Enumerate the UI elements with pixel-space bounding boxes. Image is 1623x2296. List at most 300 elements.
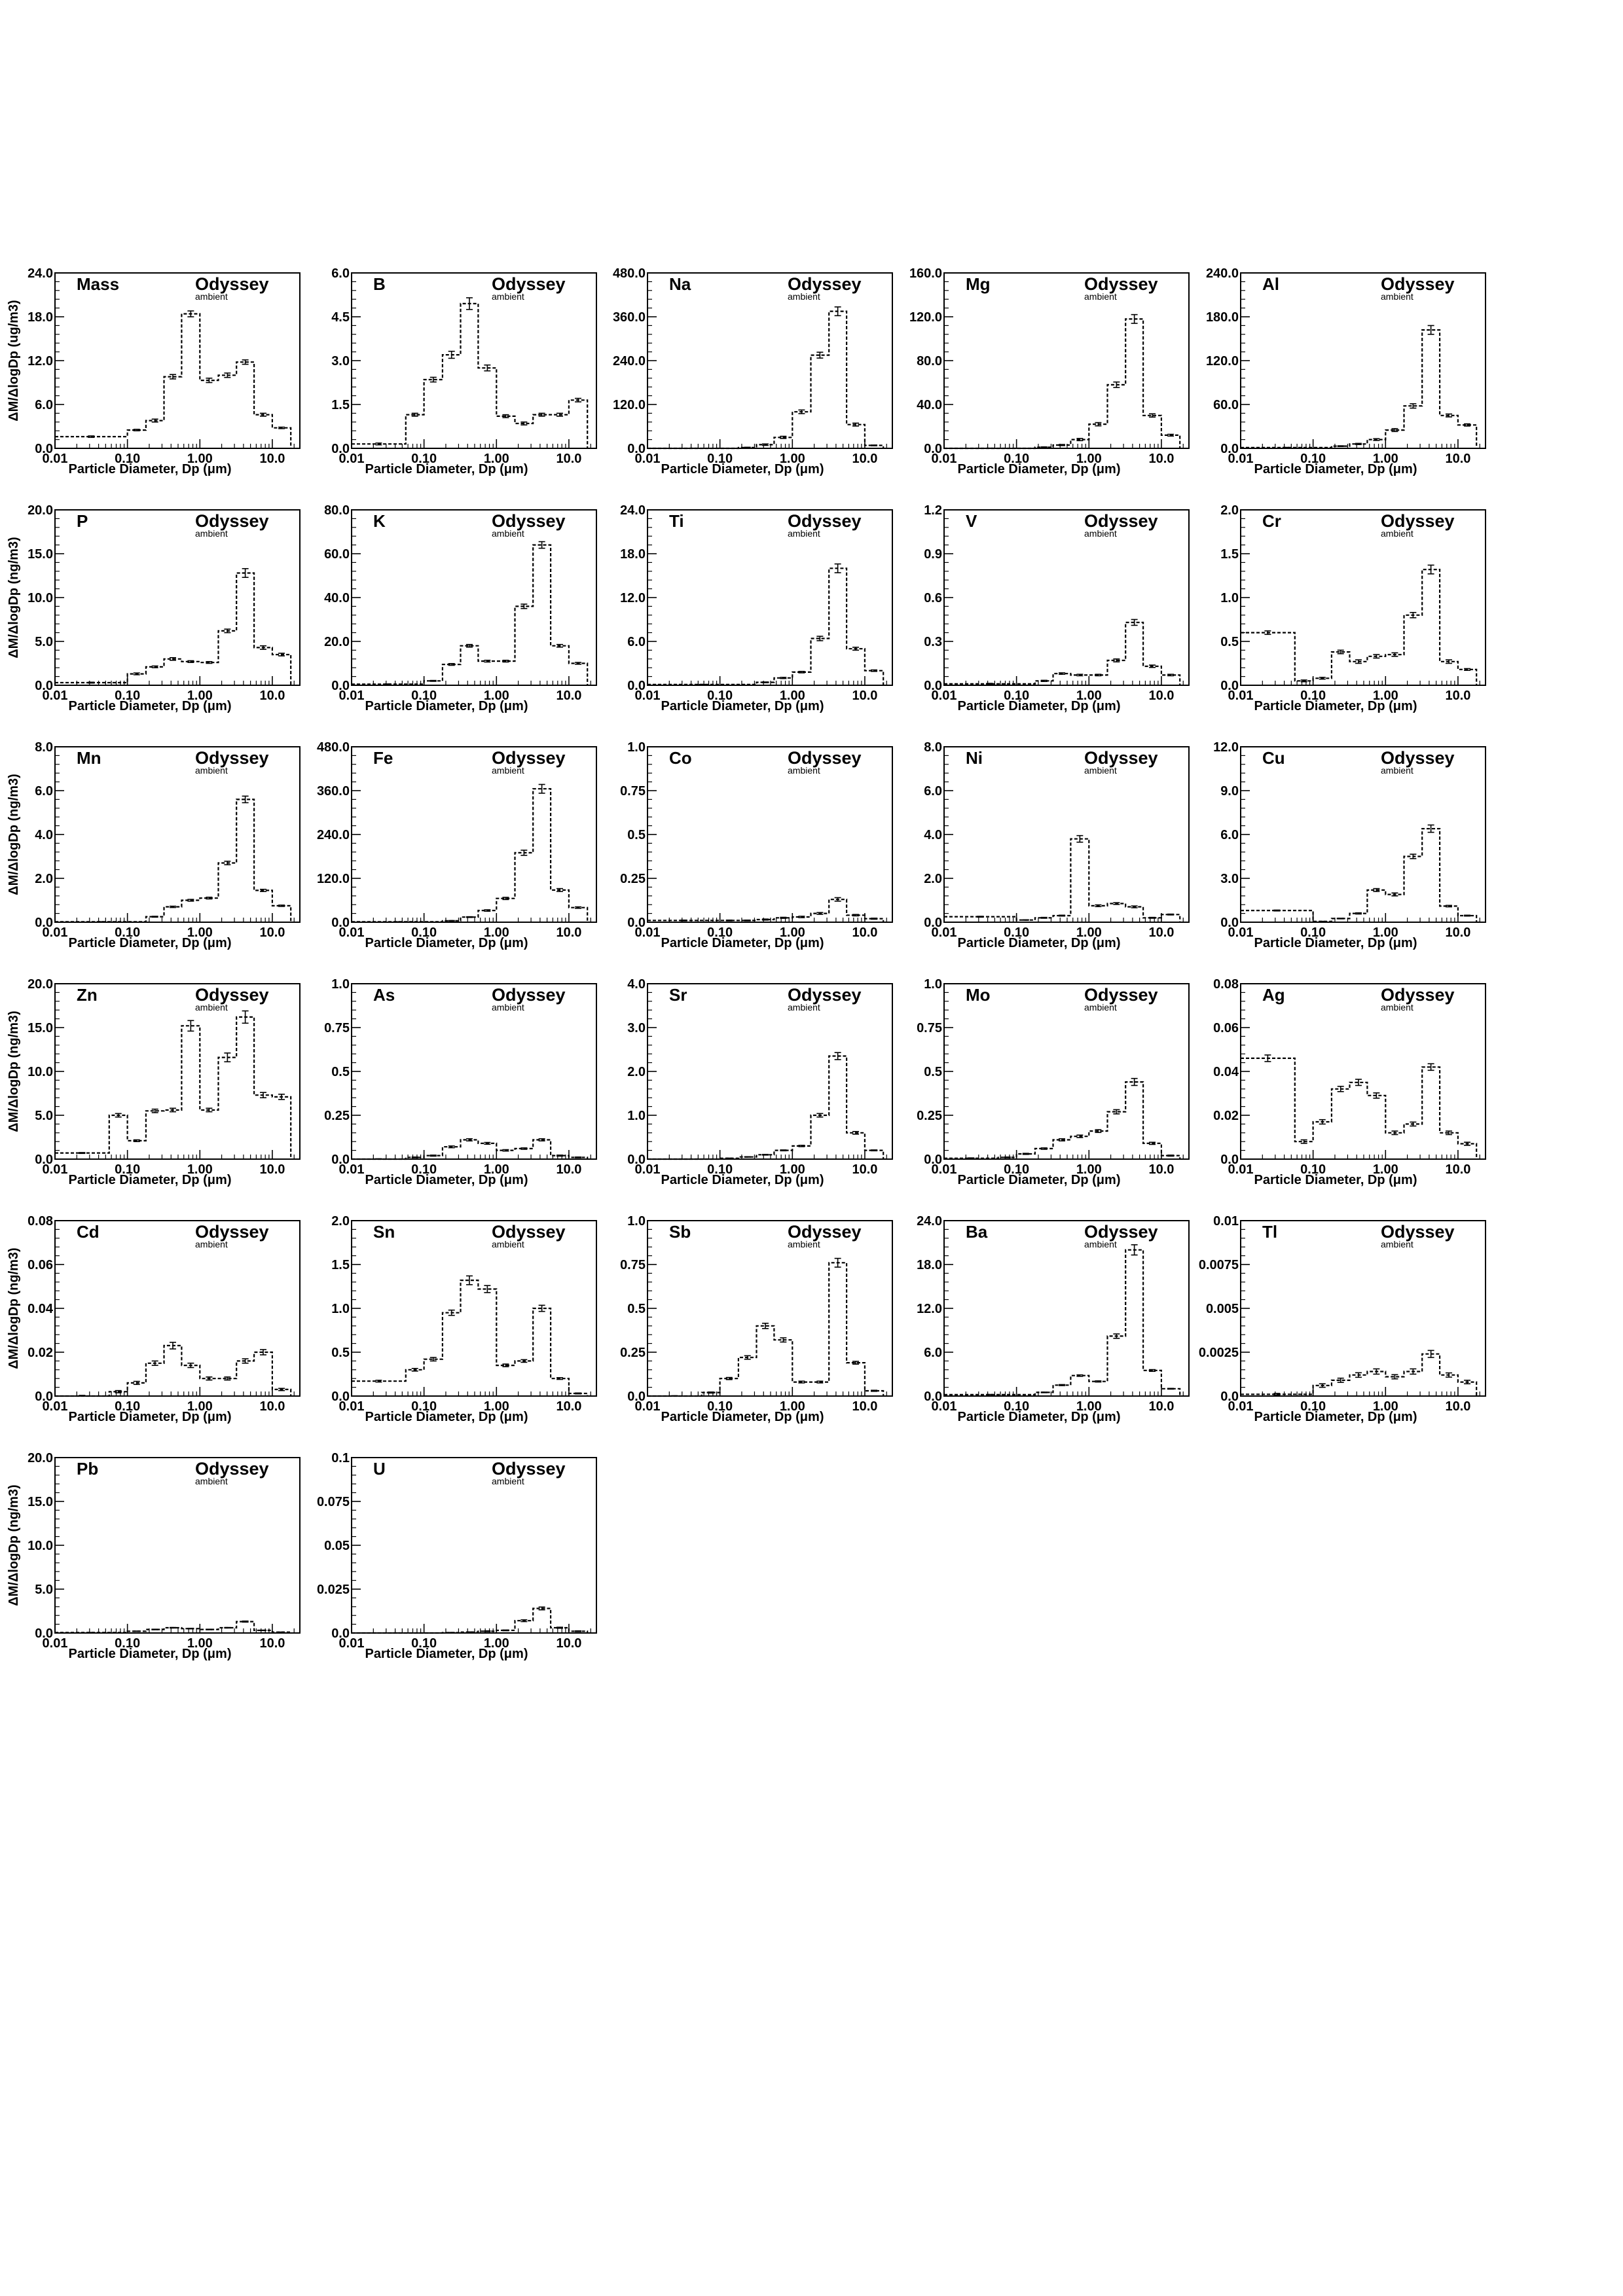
histogram-series (1241, 829, 1476, 922)
y-tick-label: 18.0 (620, 547, 646, 562)
error-bar (575, 1631, 581, 1632)
x-tick-label: 1.00 (187, 1636, 213, 1651)
error-bar (1113, 903, 1120, 905)
error-bar (260, 646, 266, 649)
y-tick-label: 20.0 (324, 635, 350, 649)
error-bar (1113, 1334, 1120, 1338)
error-bar (152, 1629, 158, 1630)
x-tick-label: 0.01 (634, 452, 661, 466)
y-tick-label: 8.0 (35, 740, 53, 755)
y-tick-label: 0.01 (1213, 1214, 1239, 1229)
element-name: Sn (373, 1222, 395, 1242)
x-axis-label: Particle Diameter, Dp (μm) (365, 1647, 528, 1661)
site-name: Odyssey (1084, 274, 1158, 294)
site-name: Odyssey (492, 1222, 566, 1242)
y-tick-label: 1.0 (627, 1214, 646, 1229)
x-tick-label: 0.01 (931, 1162, 957, 1177)
y-tick-label: 20.0 (27, 1451, 53, 1465)
condition-label: ambient (195, 291, 228, 302)
y-tick-label: 120.0 (316, 872, 350, 886)
y-tick-label: 2.0 (35, 872, 53, 886)
y-tick-label: 0.0 (331, 442, 350, 456)
panel-pb (7, 1451, 300, 1661)
error-bar (852, 647, 859, 650)
x-tick-label: 0.10 (411, 1399, 437, 1414)
x-axis-label: Particle Diameter, Dp (μm) (1254, 699, 1417, 713)
y-tick-label: 1.5 (331, 398, 350, 412)
element-name: Ni (966, 748, 983, 768)
y-tick-label: 4.5 (331, 310, 350, 325)
x-axis-label: Particle Diameter, Dp (μm) (661, 936, 824, 950)
y-tick-label: 0.0 (924, 1153, 942, 1167)
condition-label: ambient (492, 1239, 524, 1249)
x-axis-label: Particle Diameter, Dp (μm) (1254, 462, 1417, 476)
y-tick-label: 0.25 (620, 1346, 646, 1360)
x-tick-label: 10.0 (556, 689, 582, 703)
error-bar (575, 907, 581, 908)
x-tick-label: 10.0 (852, 925, 878, 940)
x-tick-label: 0.01 (1228, 689, 1254, 703)
site-name: Odyssey (1381, 985, 1455, 1005)
error-bar (412, 1157, 418, 1158)
y-tick-label: 0.0 (331, 679, 350, 693)
y-tick-label: 0.0 (627, 916, 646, 930)
panel-mn (7, 740, 300, 950)
site-name: Odyssey (492, 985, 566, 1005)
condition-label: ambient (1084, 1239, 1117, 1249)
x-tick-label: 0.01 (634, 1162, 661, 1177)
y-tick-label: 6.0 (627, 635, 646, 649)
error-bar (170, 906, 176, 908)
x-tick-label: 1.00 (1372, 1399, 1398, 1414)
site-name: Odyssey (788, 274, 862, 294)
y-axis-label: ΔM/ΔlogDp (ng/m3) (7, 537, 21, 658)
x-tick-label: 0.10 (1004, 1399, 1030, 1414)
x-axis-label: Particle Diameter, Dp (μm) (365, 699, 528, 713)
y-tick-label: 1.5 (331, 1258, 350, 1272)
site-name: Odyssey (492, 511, 566, 531)
x-tick-label: 0.01 (42, 452, 68, 466)
element-name: Na (669, 274, 691, 294)
plot-frame (944, 510, 1189, 685)
y-tick-label: 0.25 (620, 872, 646, 886)
site-name: Odyssey (195, 748, 269, 768)
plot-frame (352, 1458, 596, 1633)
x-tick-label: 10.0 (259, 689, 285, 703)
histogram-series (352, 1609, 587, 1634)
x-tick-label: 0.01 (634, 925, 661, 940)
panel-mo (917, 977, 1189, 1187)
condition-label: ambient (195, 528, 228, 539)
error-bar (1041, 1392, 1048, 1393)
x-tick-label: 0.01 (338, 689, 365, 703)
y-tick-label: 3.0 (627, 1021, 646, 1035)
element-name: Zn (77, 985, 98, 1005)
site-name: Odyssey (195, 1222, 269, 1242)
error-bar (187, 1628, 194, 1629)
x-axis-label: Particle Diameter, Dp (μm) (68, 1647, 232, 1661)
x-axis-label: Particle Diameter, Dp (μm) (1254, 936, 1417, 950)
panel-ni (924, 740, 1189, 950)
x-tick-label: 0.10 (115, 689, 141, 703)
error-bar (1167, 914, 1174, 915)
condition-label: ambient (788, 291, 820, 302)
histogram-series (944, 839, 1180, 922)
histogram-series (944, 1082, 1180, 1159)
y-tick-label: 24.0 (917, 1214, 942, 1229)
histogram-series (55, 314, 291, 449)
x-tick-label: 0.01 (338, 1636, 365, 1651)
plot-frame (647, 273, 892, 448)
y-tick-label: 0.04 (1213, 1065, 1239, 1079)
error-bar (1023, 1153, 1029, 1155)
condition-label: ambient (1381, 528, 1413, 539)
x-tick-label: 1.00 (187, 1399, 213, 1414)
error-bar (762, 682, 769, 683)
y-tick-label: 6.0 (35, 398, 53, 412)
y-tick-label: 240.0 (316, 828, 350, 842)
panel-na (613, 266, 892, 476)
y-tick-label: 360.0 (316, 784, 350, 798)
x-tick-label: 1.00 (483, 1636, 509, 1651)
y-tick-label: 0.0 (627, 679, 646, 693)
element-name: Sr (669, 985, 687, 1005)
y-tick-label: 0.0 (924, 679, 942, 693)
error-bar (79, 1395, 85, 1396)
plot-frame (352, 273, 596, 448)
y-tick-label: 0.0 (1220, 916, 1239, 930)
element-name: P (77, 511, 88, 531)
y-tick-label: 12.0 (27, 354, 53, 368)
y-tick-label: 12.0 (917, 1302, 942, 1316)
x-axis-label: Particle Diameter, Dp (μm) (365, 936, 528, 950)
x-tick-label: 0.10 (707, 925, 733, 940)
x-axis-label: Particle Diameter, Dp (μm) (661, 699, 824, 713)
y-tick-label: 0.0 (35, 916, 53, 930)
x-tick-label: 1.00 (1372, 689, 1398, 703)
y-tick-label: 6.0 (35, 784, 53, 798)
y-tick-label: 0.0 (35, 1153, 53, 1167)
x-axis-label: Particle Diameter, Dp (μm) (661, 1410, 824, 1424)
x-tick-label: 1.00 (779, 452, 805, 466)
x-tick-label: 0.01 (931, 1399, 957, 1414)
y-tick-label: 0.0 (924, 916, 942, 930)
x-tick-label: 0.01 (1228, 1399, 1254, 1414)
x-tick-label: 0.10 (115, 1399, 141, 1414)
x-tick-label: 1.00 (779, 1399, 805, 1414)
condition-label: ambient (1084, 765, 1117, 776)
y-tick-label: 6.0 (924, 784, 942, 798)
y-tick-label: 0.0 (35, 1626, 53, 1641)
y-tick-label: 3.0 (1220, 872, 1239, 886)
element-name: Al (1262, 274, 1279, 294)
error-bar (1059, 1384, 1065, 1386)
x-tick-label: 0.01 (1228, 1162, 1254, 1177)
histogram-series (55, 799, 291, 922)
site-name: Odyssey (1084, 985, 1158, 1005)
panel-zn (7, 977, 300, 1187)
y-axis-label: ΔM/ΔlogDp (ng/m3) (7, 1247, 21, 1369)
y-tick-label: 0.5 (331, 1065, 350, 1079)
error-bar (242, 1011, 249, 1024)
element-name: Ti (669, 511, 684, 531)
y-tick-label: 0.25 (917, 1109, 942, 1123)
y-tick-label: 15.0 (27, 1495, 53, 1509)
y-tick-label: 0.08 (27, 1214, 53, 1229)
error-bar (278, 1388, 285, 1390)
x-tick-label: 10.0 (852, 689, 878, 703)
panel-sr (627, 977, 892, 1187)
error-bar (1391, 1131, 1398, 1134)
panel-sb (620, 1214, 892, 1424)
x-tick-label: 1.00 (483, 1162, 509, 1177)
error-bar (187, 311, 194, 317)
y-tick-label: 0.0 (35, 1390, 53, 1404)
condition-label: ambient (788, 1239, 820, 1249)
y-tick-label: 10.0 (27, 1065, 53, 1079)
condition-label: ambient (195, 1239, 228, 1249)
y-tick-label: 0.25 (324, 1109, 350, 1123)
site-name: Odyssey (788, 1222, 862, 1242)
panel-fe (317, 740, 596, 950)
x-tick-label: 10.0 (556, 452, 582, 466)
error-bar (575, 662, 581, 664)
condition-label: ambient (1381, 765, 1413, 776)
x-tick-label: 1.00 (1076, 452, 1102, 466)
y-tick-label: 0.05 (324, 1539, 350, 1553)
y-tick-label: 1.0 (331, 1302, 350, 1316)
y-tick-label: 240.0 (612, 354, 646, 368)
site-name: Odyssey (195, 511, 269, 531)
element-name: Tl (1262, 1222, 1278, 1242)
x-tick-label: 10.0 (852, 1162, 878, 1177)
site-name: Odyssey (1381, 511, 1455, 531)
error-bar (780, 1150, 786, 1151)
error-bar (816, 1113, 823, 1117)
plot-frame (352, 747, 596, 922)
site-name: Odyssey (195, 1459, 269, 1479)
error-bar (520, 1620, 527, 1622)
site-name: Odyssey (788, 985, 862, 1005)
y-tick-label: 120.0 (612, 398, 646, 412)
y-tick-label: 2.0 (331, 1214, 350, 1229)
x-tick-label: 0.01 (931, 452, 957, 466)
x-tick-label: 10.0 (1445, 452, 1471, 466)
y-tick-label: 12.0 (620, 591, 646, 605)
y-tick-label: 8.0 (924, 740, 942, 755)
site-name: Odyssey (1381, 1222, 1455, 1242)
x-tick-label: 10.0 (1148, 1162, 1175, 1177)
site-name: Odyssey (1084, 748, 1158, 768)
y-tick-label: 0.0 (35, 679, 53, 693)
plot-frame (1241, 510, 1486, 685)
x-axis-label: Particle Diameter, Dp (μm) (365, 1173, 528, 1187)
error-bar (484, 1631, 490, 1632)
x-tick-label: 10.0 (1445, 1399, 1471, 1414)
x-tick-label: 10.0 (259, 1636, 285, 1651)
y-tick-label: 5.0 (35, 1583, 53, 1597)
y-tick-label: 6.0 (331, 266, 350, 281)
panel-al (1206, 266, 1486, 476)
error-bar (1338, 918, 1344, 919)
error-bar (816, 912, 823, 914)
y-tick-label: 0.075 (316, 1495, 350, 1509)
element-name: Pb (77, 1459, 99, 1479)
plot-frame (944, 984, 1189, 1159)
x-tick-label: 1.00 (187, 925, 213, 940)
y-tick-label: 2.0 (627, 1065, 646, 1079)
error-bar (375, 1158, 382, 1159)
panel-as (324, 977, 596, 1187)
y-tick-label: 0.0 (924, 442, 942, 456)
histogram-series (352, 789, 587, 922)
x-axis-label: Particle Diameter, Dp (μm) (957, 936, 1121, 950)
y-tick-label: 160.0 (909, 266, 942, 281)
condition-label: ambient (1084, 1002, 1117, 1013)
x-tick-label: 1.00 (1372, 452, 1398, 466)
x-tick-label: 0.10 (115, 1162, 141, 1177)
error-bar (1355, 443, 1362, 444)
x-tick-label: 0.01 (42, 1399, 68, 1414)
y-tick-label: 0.0 (924, 1390, 942, 1404)
y-tick-label: 1.0 (627, 740, 646, 755)
x-tick-label: 1.00 (1076, 1399, 1102, 1414)
element-name: Mo (966, 985, 991, 1005)
plot-frame (55, 510, 300, 685)
y-tick-label: 6.0 (1220, 828, 1239, 842)
error-bar (1041, 447, 1048, 448)
y-tick-label: 4.0 (924, 828, 942, 842)
error-bar (206, 1629, 212, 1630)
error-bar (1391, 893, 1398, 895)
condition-label: ambient (1381, 1002, 1413, 1013)
error-bar (1410, 1122, 1416, 1126)
plot-frame (352, 510, 596, 685)
error-bar (278, 1094, 285, 1100)
condition-label: ambient (788, 1002, 820, 1013)
element-name: Ba (966, 1222, 988, 1242)
error-bar (520, 1359, 527, 1362)
x-tick-label: 1.00 (187, 689, 213, 703)
y-tick-label: 1.0 (331, 977, 350, 992)
error-bar (466, 917, 473, 918)
y-tick-label: 0.75 (917, 1021, 942, 1035)
error-bar (115, 1113, 122, 1117)
x-axis-label: Particle Diameter, Dp (μm) (957, 699, 1121, 713)
y-tick-label: 0.1 (331, 1451, 350, 1465)
x-axis-label: Particle Diameter, Dp (μm) (957, 462, 1121, 476)
histogram-series (55, 1346, 291, 1396)
site-name: Odyssey (1084, 1222, 1158, 1242)
x-axis-label: Particle Diameter, Dp (μm) (1254, 1173, 1417, 1187)
y-tick-label: 1.2 (924, 503, 942, 518)
x-tick-label: 0.01 (634, 689, 661, 703)
x-tick-label: 0.10 (707, 452, 733, 466)
y-tick-label: 0.0 (1220, 679, 1239, 693)
error-bar (1095, 1381, 1101, 1382)
y-tick-label: 60.0 (324, 547, 350, 562)
x-tick-label: 10.0 (852, 1399, 878, 1414)
y-tick-label: 40.0 (324, 591, 350, 605)
site-name: Odyssey (195, 274, 269, 294)
error-bar (762, 444, 769, 445)
error-bar (412, 1369, 418, 1371)
y-tick-label: 0.08 (1213, 977, 1239, 992)
element-name: Cd (77, 1222, 100, 1242)
y-tick-label: 20.0 (27, 977, 53, 992)
y-tick-label: 80.0 (324, 503, 350, 518)
y-tick-label: 2.0 (924, 872, 942, 886)
site-name: Odyssey (195, 985, 269, 1005)
condition-label: ambient (1381, 291, 1413, 302)
x-axis-label: Particle Diameter, Dp (μm) (1254, 1410, 1417, 1424)
condition-label: ambient (492, 291, 524, 302)
y-tick-label: 10.0 (27, 591, 53, 605)
x-tick-label: 0.01 (1228, 925, 1254, 940)
y-tick-label: 24.0 (620, 503, 646, 518)
histogram-series (944, 1250, 1180, 1396)
condition-label: ambient (1381, 1239, 1413, 1249)
element-name: K (373, 511, 386, 531)
x-tick-label: 0.01 (42, 689, 68, 703)
plot-frame (647, 510, 892, 685)
x-tick-label: 1.00 (187, 452, 213, 466)
y-tick-label: 40.0 (917, 398, 942, 412)
error-bar (680, 920, 687, 921)
y-tick-label: 15.0 (27, 547, 53, 562)
x-tick-label: 10.0 (556, 925, 582, 940)
x-tick-label: 10.0 (1445, 689, 1471, 703)
x-tick-label: 0.01 (931, 689, 957, 703)
element-name: Cu (1262, 748, 1285, 768)
x-tick-label: 0.10 (1004, 1162, 1030, 1177)
error-bar (575, 399, 581, 402)
x-axis-label: Particle Diameter, Dp (μm) (68, 936, 232, 950)
x-tick-label: 0.10 (411, 1636, 437, 1651)
error-bar (1059, 915, 1065, 916)
error-bar (744, 447, 751, 448)
error-bar (835, 1259, 841, 1267)
error-bar (1410, 1369, 1416, 1374)
panel-mg (909, 266, 1189, 476)
element-name: Cr (1262, 511, 1281, 531)
y-tick-label: 60.0 (1213, 398, 1239, 412)
x-tick-label: 0.01 (42, 1162, 68, 1177)
plot-frame (647, 1221, 892, 1396)
error-bar (744, 920, 751, 921)
panel-k (324, 503, 596, 713)
element-name: Ag (1262, 985, 1285, 1005)
element-name: Mn (77, 748, 101, 768)
y-tick-label: 120.0 (1205, 354, 1239, 368)
y-tick-label: 0.3 (924, 635, 942, 649)
x-tick-label: 0.10 (1300, 689, 1326, 703)
y-axis-label: ΔM/ΔlogDp (ng/m3) (7, 1484, 21, 1606)
histogram-series (944, 622, 1180, 685)
condition-label: ambient (1084, 528, 1117, 539)
x-tick-label: 0.10 (707, 1162, 733, 1177)
error-bar (1410, 613, 1416, 618)
x-axis-label: Particle Diameter, Dp (μm) (661, 1173, 824, 1187)
y-tick-label: 0.02 (27, 1346, 53, 1360)
y-tick-label: 0.04 (27, 1302, 53, 1316)
panel-ag (1213, 977, 1486, 1187)
plot-frame (1241, 747, 1486, 922)
x-tick-label: 10.0 (1148, 925, 1175, 940)
error-bar (206, 1377, 212, 1380)
y-tick-label: 0.0 (331, 1153, 350, 1167)
error-bar (152, 1361, 158, 1365)
